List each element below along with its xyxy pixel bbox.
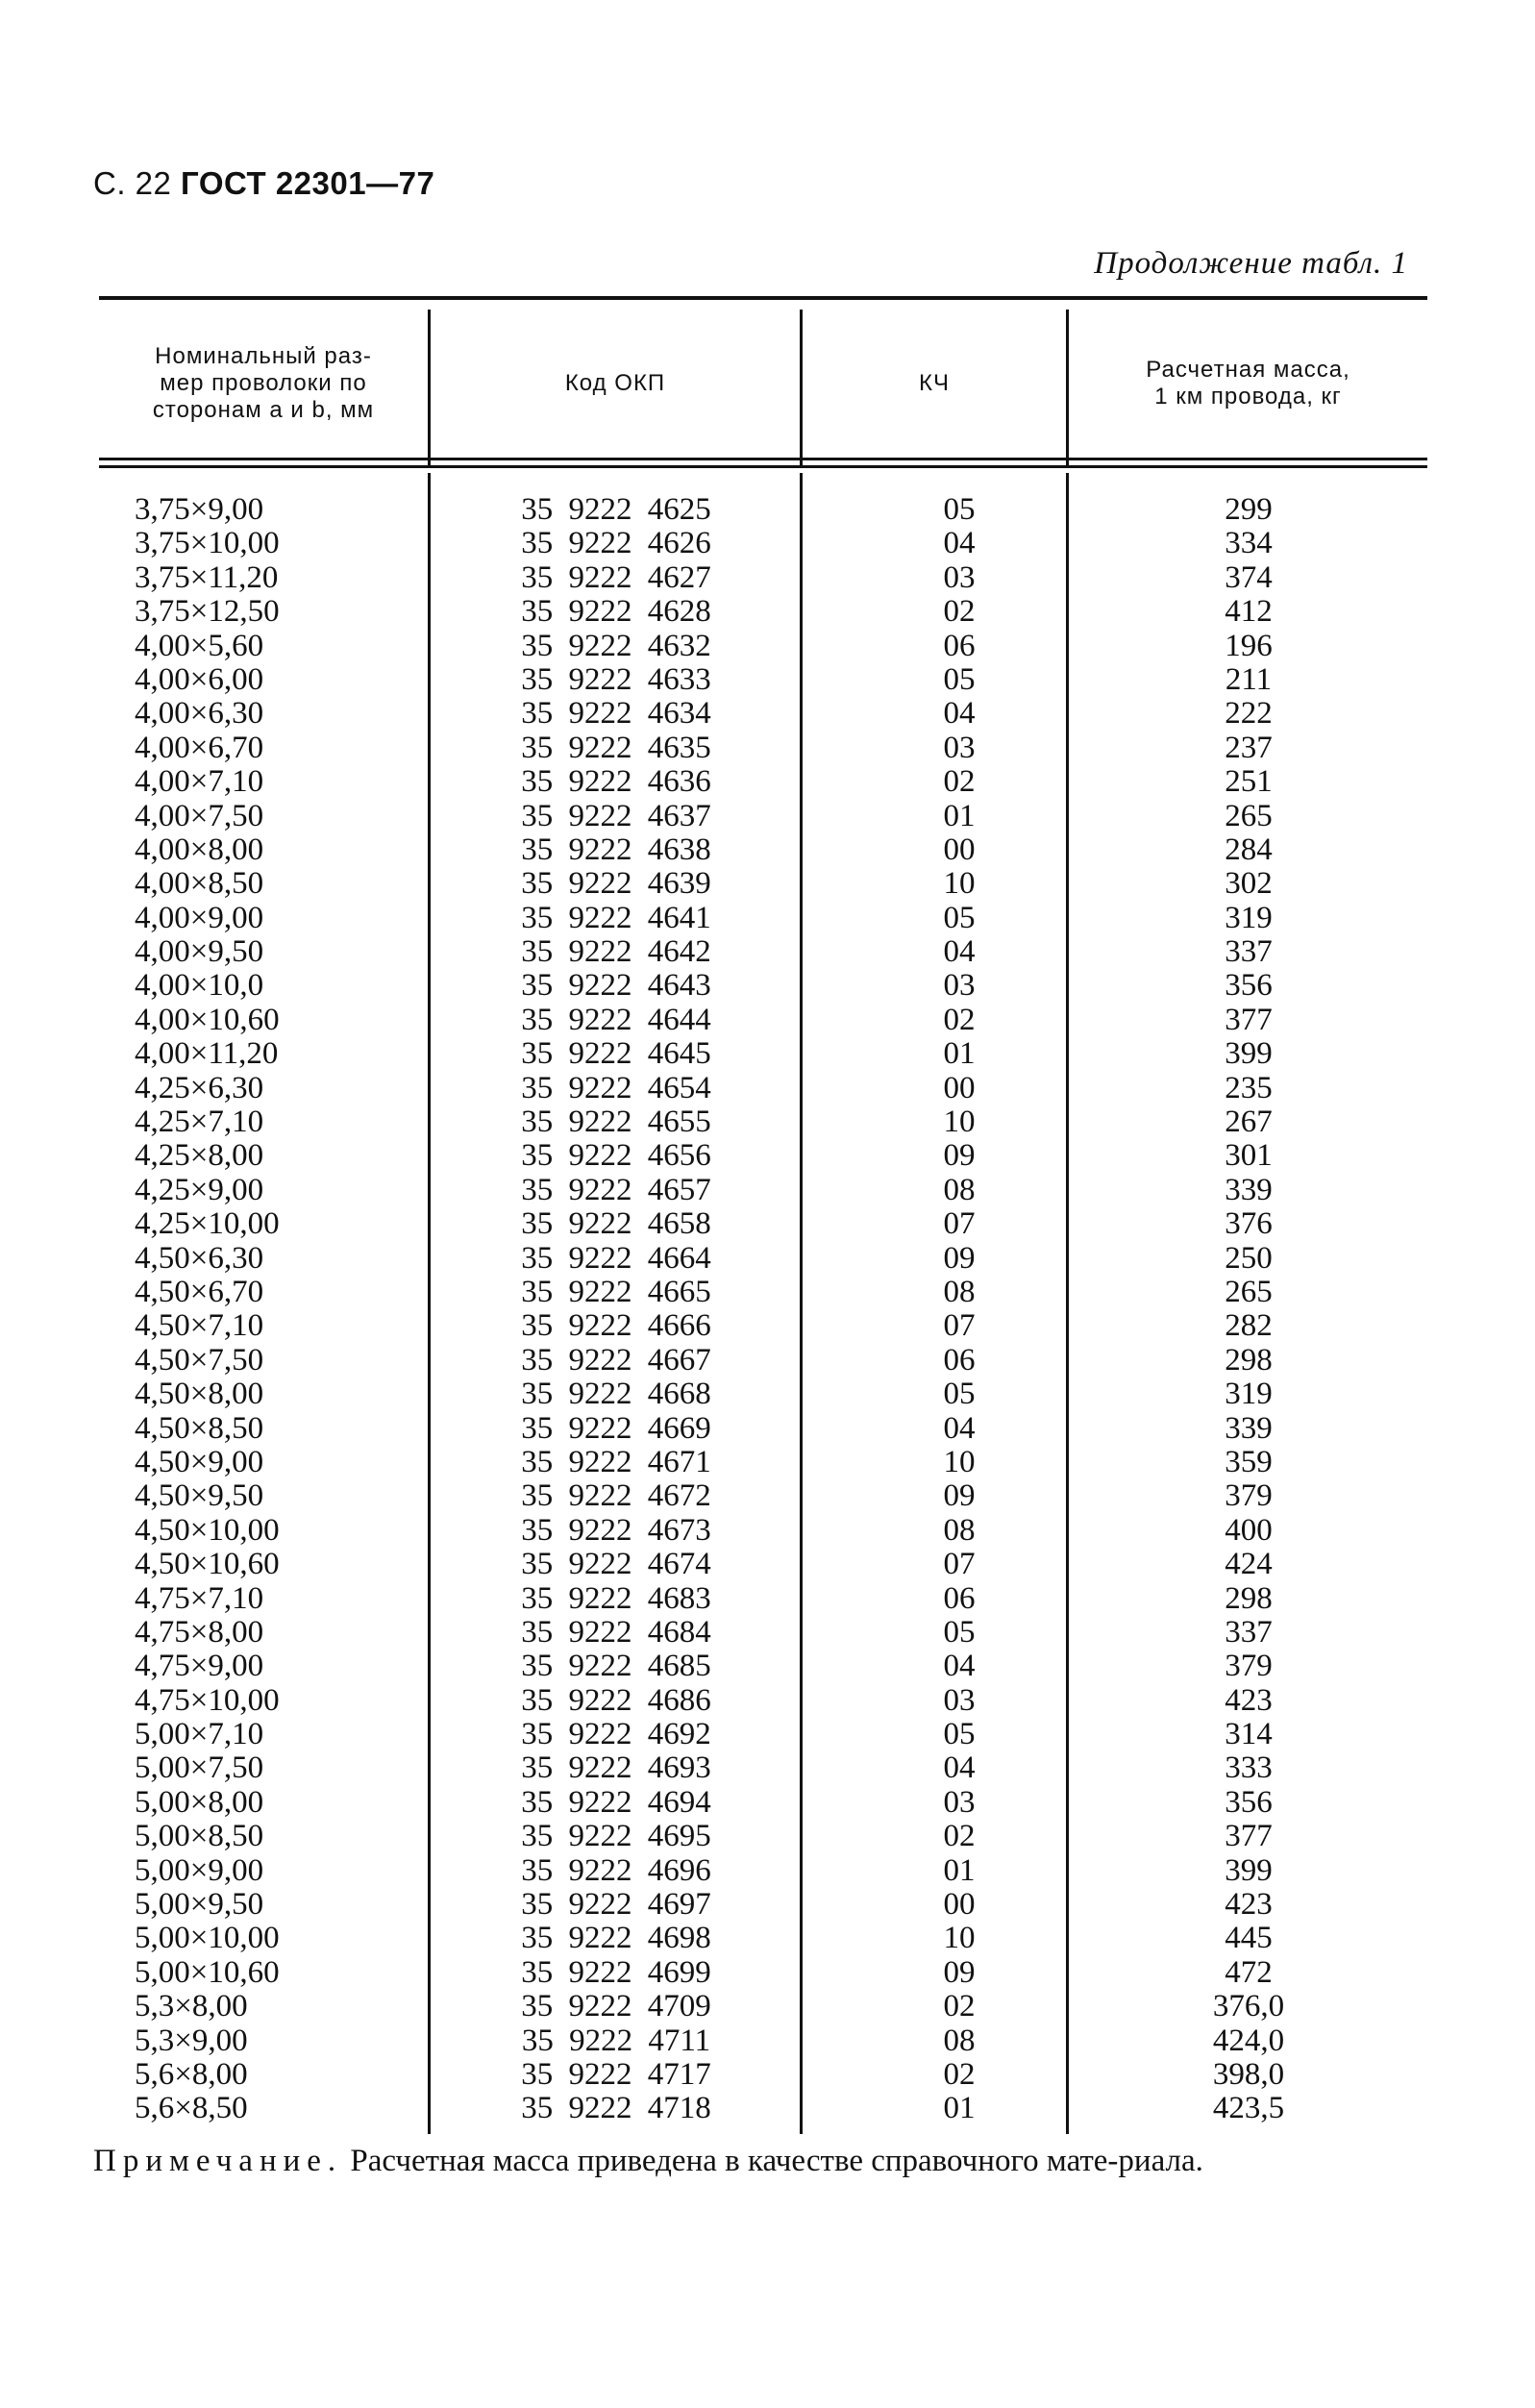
cell-kch: 06 bbox=[943, 1342, 976, 1378]
cell-size: 4,00×9,00 bbox=[135, 900, 264, 935]
table-row bbox=[99, 1037, 1427, 1071]
table-row bbox=[99, 1684, 1427, 1718]
cell-mass: 265 bbox=[1225, 798, 1273, 833]
table-row bbox=[99, 1479, 1427, 1513]
cell-size: 4,25×9,00 bbox=[135, 1172, 264, 1207]
cell-size: 5,00×7,50 bbox=[135, 1750, 264, 1786]
cell-size: 3,75×11,20 bbox=[135, 559, 279, 595]
cell-kch: 01 bbox=[943, 798, 976, 833]
cell-kch: 01 bbox=[943, 1036, 976, 1072]
table-row bbox=[99, 1446, 1427, 1479]
cell-okp-code: 35 9222 4695 bbox=[521, 1819, 711, 1854]
cell-mass: 314 bbox=[1225, 1717, 1273, 1752]
cell-okp-code: 35 9222 4699 bbox=[521, 1954, 711, 1990]
table-row bbox=[99, 1888, 1427, 1922]
cell-size: 4,25×8,00 bbox=[135, 1138, 264, 1174]
table-row bbox=[99, 1854, 1427, 1888]
page-header bbox=[93, 165, 434, 202]
cell-kch: 05 bbox=[943, 661, 976, 697]
cell-mass: 302 bbox=[1225, 866, 1273, 902]
cell-okp-code: 35 9222 4696 bbox=[521, 1852, 711, 1888]
page-number: С. 22 bbox=[93, 165, 172, 201]
cell-size: 4,00×8,00 bbox=[135, 832, 264, 867]
cell-mass: 267 bbox=[1225, 1105, 1273, 1140]
cell-size: 4,00×10,0 bbox=[135, 968, 264, 1004]
cell-kch: 08 bbox=[943, 2023, 976, 2058]
cell-okp-code: 35 9222 4686 bbox=[521, 1682, 711, 1718]
table-row bbox=[99, 1276, 1427, 1309]
cell-mass: 298 bbox=[1225, 1342, 1273, 1378]
table-row bbox=[99, 1378, 1427, 1411]
table-row bbox=[99, 1922, 1427, 1955]
cell-size: 4,00×10,60 bbox=[135, 1002, 280, 1037]
cell-kch: 00 bbox=[943, 832, 976, 867]
table-row bbox=[99, 1616, 1427, 1650]
table-row bbox=[99, 561, 1427, 595]
cell-okp-code: 35 9222 4666 bbox=[521, 1308, 711, 1344]
cell-mass: 374 bbox=[1225, 559, 1273, 595]
table-row bbox=[99, 697, 1427, 731]
note-text: Расчетная масса приведена в качестве справочного мате-риала. bbox=[342, 2144, 1203, 2178]
cell-kch: 07 bbox=[943, 1206, 976, 1242]
cell-mass: 250 bbox=[1225, 1240, 1273, 1276]
cell-kch: 04 bbox=[943, 1410, 976, 1446]
cell-size: 4,75×8,00 bbox=[135, 1614, 264, 1650]
cell-size: 3,75×12,50 bbox=[135, 594, 280, 630]
cell-size: 4,25×7,10 bbox=[135, 1105, 264, 1140]
table-row bbox=[99, 1514, 1427, 1548]
cell-okp-code: 35 9222 4684 bbox=[521, 1614, 711, 1650]
cell-mass: 376,0 bbox=[1212, 1989, 1285, 2024]
cell-okp-code: 35 9222 4683 bbox=[521, 1580, 711, 1616]
cell-kch: 03 bbox=[943, 1784, 976, 1820]
cell-kch: 02 bbox=[943, 1002, 976, 1037]
cell-mass: 356 bbox=[1225, 968, 1273, 1004]
cell-mass: 445 bbox=[1225, 1921, 1273, 1956]
cell-size: 4,50×9,50 bbox=[135, 1478, 264, 1514]
cell-mass: 235 bbox=[1225, 1070, 1273, 1105]
table-continuation-caption: Продолжение табл. 1 bbox=[1094, 246, 1408, 281]
cell-size: 4,00×7,10 bbox=[135, 764, 264, 800]
cell-mass: 319 bbox=[1225, 900, 1273, 935]
table-row bbox=[99, 1548, 1427, 1581]
cell-size: 4,00×5,60 bbox=[135, 628, 264, 663]
cell-size: 5,6×8,00 bbox=[135, 2056, 248, 2092]
cell-okp-code: 35 9222 4664 bbox=[521, 1240, 711, 1276]
cell-okp-code: 35 9222 4693 bbox=[521, 1750, 711, 1786]
cell-mass: 222 bbox=[1225, 696, 1273, 732]
table-row bbox=[99, 833, 1427, 867]
cell-mass: 379 bbox=[1225, 1478, 1273, 1514]
cell-okp-code: 35 9222 4626 bbox=[521, 526, 711, 561]
table-row bbox=[99, 1207, 1427, 1241]
cell-okp-code: 35 9222 4657 bbox=[521, 1172, 711, 1207]
cell-okp-code: 35 9222 4634 bbox=[521, 696, 711, 732]
cell-okp-code: 35 9222 4665 bbox=[521, 1274, 711, 1309]
cell-kch: 06 bbox=[943, 1580, 976, 1616]
cell-size: 4,75×10,00 bbox=[135, 1682, 280, 1718]
cell-okp-code: 35 9222 4627 bbox=[521, 559, 711, 595]
cell-okp-code: 35 9222 4656 bbox=[521, 1138, 711, 1174]
table-row bbox=[99, 1139, 1427, 1173]
cell-size: 4,50×9,00 bbox=[135, 1444, 264, 1479]
cell-size: 4,00×9,50 bbox=[135, 934, 264, 970]
cell-mass: 251 bbox=[1225, 764, 1273, 800]
cell-kch: 03 bbox=[943, 730, 976, 765]
table-row bbox=[99, 2024, 1427, 2058]
cell-kch: 08 bbox=[943, 1512, 976, 1548]
cell-size: 4,00×8,50 bbox=[135, 866, 264, 902]
cell-size: 4,50×8,50 bbox=[135, 1410, 264, 1446]
cell-okp-code: 35 9222 4636 bbox=[521, 764, 711, 800]
table-row bbox=[99, 1956, 1427, 1990]
cell-okp-code: 35 9222 4638 bbox=[521, 832, 711, 867]
cell-okp-code: 35 9222 4625 bbox=[521, 492, 711, 527]
cell-size: 4,75×7,10 bbox=[135, 1580, 264, 1616]
cell-mass: 339 bbox=[1225, 1172, 1273, 1207]
cell-mass: 319 bbox=[1225, 1377, 1273, 1412]
table-row bbox=[99, 969, 1427, 1003]
cell-mass: 356 bbox=[1225, 1784, 1273, 1820]
note-label: Примечание. bbox=[93, 2144, 343, 2178]
cell-kch: 02 bbox=[943, 764, 976, 800]
cell-okp-code: 35 9222 4669 bbox=[521, 1410, 711, 1446]
cell-kch: 07 bbox=[943, 1547, 976, 1582]
cell-okp-code: 35 9222 4674 bbox=[521, 1547, 711, 1582]
table-body bbox=[99, 493, 1427, 2126]
cell-kch: 02 bbox=[943, 2056, 976, 2092]
cell-size: 4,25×6,30 bbox=[135, 1070, 264, 1105]
cell-size: 4,50×6,70 bbox=[135, 1274, 264, 1309]
cell-size: 4,50×10,60 bbox=[135, 1547, 280, 1582]
cell-okp-code: 35 9222 4718 bbox=[521, 2091, 711, 2126]
cell-kch: 05 bbox=[943, 1614, 976, 1650]
column-header-size: Номинальный раз- мер проволоки по сторонам a и b, мм bbox=[152, 343, 375, 423]
table-row bbox=[99, 1751, 1427, 1785]
cell-mass: 424 bbox=[1225, 1547, 1273, 1582]
cell-kch: 05 bbox=[943, 1717, 976, 1752]
cell-kch: 00 bbox=[943, 1070, 976, 1105]
cell-size: 4,50×6,30 bbox=[135, 1240, 264, 1276]
cell-okp-code: 35 9222 4694 bbox=[521, 1784, 711, 1820]
cell-kch: 02 bbox=[943, 1819, 976, 1854]
cell-mass: 423 bbox=[1225, 1887, 1273, 1923]
cell-okp-code: 35 9222 4655 bbox=[521, 1105, 711, 1140]
cell-kch: 04 bbox=[943, 696, 976, 732]
cell-kch: 05 bbox=[943, 492, 976, 527]
table-row bbox=[99, 1990, 1427, 2023]
table-row bbox=[99, 1004, 1427, 1037]
cell-kch: 09 bbox=[943, 1954, 976, 1990]
cell-kch: 09 bbox=[943, 1240, 976, 1276]
cell-kch: 10 bbox=[943, 1444, 976, 1479]
cell-kch: 02 bbox=[943, 594, 976, 630]
table-row bbox=[99, 595, 1427, 629]
table-row bbox=[99, 1718, 1427, 1751]
cell-okp-code: 35 9222 4642 bbox=[521, 934, 711, 970]
cell-size: 5,00×8,50 bbox=[135, 1819, 264, 1854]
cell-size: 4,50×7,50 bbox=[135, 1342, 264, 1378]
cell-okp-code: 35 9222 4644 bbox=[521, 1002, 711, 1037]
column-header-kch: КЧ bbox=[919, 370, 950, 396]
cell-kch: 02 bbox=[943, 1989, 976, 2024]
cell-kch: 00 bbox=[943, 1887, 976, 1923]
cell-mass: 334 bbox=[1225, 526, 1273, 561]
cell-kch: 10 bbox=[943, 866, 976, 902]
table-header-rule bbox=[99, 458, 1427, 468]
table-row bbox=[99, 1309, 1427, 1343]
cell-okp-code: 35 9222 4635 bbox=[521, 730, 711, 765]
cell-size: 5,00×8,00 bbox=[135, 1784, 264, 1820]
cell-okp-code: 35 9222 4698 bbox=[521, 1921, 711, 1956]
table-row bbox=[99, 1412, 1427, 1446]
table-row bbox=[99, 1786, 1427, 1820]
cell-mass: 359 bbox=[1225, 1444, 1273, 1479]
cell-mass: 282 bbox=[1225, 1308, 1273, 1344]
cell-mass: 284 bbox=[1225, 832, 1273, 867]
cell-size: 5,00×10,00 bbox=[135, 1921, 280, 1956]
cell-mass: 423 bbox=[1225, 1682, 1273, 1718]
cell-kch: 10 bbox=[943, 1921, 976, 1956]
cell-okp-code: 35 9222 4697 bbox=[521, 1887, 711, 1923]
cell-kch: 09 bbox=[943, 1478, 976, 1514]
cell-kch: 10 bbox=[943, 1105, 976, 1140]
cell-size: 5,3×8,00 bbox=[135, 1989, 248, 2024]
cell-mass: 337 bbox=[1225, 934, 1273, 970]
column-header-mass: Расчетная масса, 1 км провода, кг bbox=[1146, 357, 1350, 410]
table-row bbox=[99, 527, 1427, 560]
cell-kch: 09 bbox=[943, 1138, 976, 1174]
table-row bbox=[99, 1820, 1427, 1853]
cell-mass: 265 bbox=[1225, 1274, 1273, 1309]
table-row bbox=[99, 2092, 1427, 2125]
cell-size: 3,75×9,00 bbox=[135, 492, 264, 527]
cell-okp-code: 35 9222 4658 bbox=[521, 1206, 711, 1242]
standard-number: ГОСТ 22301—77 bbox=[181, 165, 435, 201]
cell-kch: 04 bbox=[943, 1750, 976, 1786]
table-row bbox=[99, 493, 1427, 527]
cell-mass: 379 bbox=[1225, 1649, 1273, 1684]
cell-size: 4,00×6,70 bbox=[135, 730, 264, 765]
cell-okp-code: 35 9222 4672 bbox=[521, 1478, 711, 1514]
cell-kch: 08 bbox=[943, 1172, 976, 1207]
cell-mass: 376 bbox=[1225, 1206, 1273, 1242]
cell-okp-code: 35 9222 4673 bbox=[521, 1512, 711, 1548]
cell-okp-code: 35 9222 4685 bbox=[521, 1649, 711, 1684]
table-row bbox=[99, 630, 1427, 663]
cell-okp-code: 35 9222 4654 bbox=[521, 1070, 711, 1105]
table-note bbox=[93, 2142, 1439, 2180]
cell-size: 5,00×7,10 bbox=[135, 1717, 264, 1752]
cell-mass: 399 bbox=[1225, 1036, 1273, 1072]
cell-mass: 412 bbox=[1225, 594, 1273, 630]
column-header-okp-code: Код ОКП bbox=[564, 370, 666, 396]
table-row bbox=[99, 732, 1427, 765]
cell-kch: 08 bbox=[943, 1274, 976, 1309]
cell-mass: 333 bbox=[1225, 1750, 1273, 1786]
cell-kch: 03 bbox=[943, 1682, 976, 1718]
table-row bbox=[99, 2058, 1427, 2092]
cell-size: 4,00×6,30 bbox=[135, 696, 264, 732]
cell-size: 5,3×9,00 bbox=[135, 2023, 248, 2058]
cell-okp-code: 35 9222 4628 bbox=[521, 594, 711, 630]
cell-mass: 377 bbox=[1225, 1819, 1273, 1854]
cell-size: 5,00×9,50 bbox=[135, 1887, 264, 1923]
cell-kch: 01 bbox=[943, 1852, 976, 1888]
cell-size: 5,00×10,60 bbox=[135, 1954, 280, 1990]
table-row bbox=[99, 1072, 1427, 1105]
cell-okp-code: 35 9222 4709 bbox=[521, 1989, 711, 2024]
cell-mass: 424,0 bbox=[1212, 2023, 1285, 2058]
cell-okp-code: 35 9222 4671 bbox=[521, 1444, 711, 1479]
cell-kch: 01 bbox=[943, 2091, 976, 2126]
data-table bbox=[99, 296, 1427, 2134]
cell-okp-code: 35 9222 4637 bbox=[521, 798, 711, 833]
cell-okp-code: 35 9222 4717 bbox=[521, 2056, 711, 2092]
cell-mass: 399 bbox=[1225, 1852, 1273, 1888]
cell-okp-code: 35 9222 4643 bbox=[521, 968, 711, 1004]
cell-mass: 400 bbox=[1225, 1512, 1273, 1548]
table-row bbox=[99, 1174, 1427, 1207]
cell-size: 4,00×11,20 bbox=[135, 1036, 279, 1072]
cell-size: 4,25×10,00 bbox=[135, 1206, 280, 1242]
cell-kch: 04 bbox=[943, 1649, 976, 1684]
table-row bbox=[99, 765, 1427, 799]
cell-mass: 377 bbox=[1225, 1002, 1273, 1037]
cell-size: 3,75×10,00 bbox=[135, 526, 280, 561]
cell-mass: 339 bbox=[1225, 1410, 1273, 1446]
table-row bbox=[99, 1242, 1427, 1276]
cell-mass: 196 bbox=[1225, 628, 1273, 663]
cell-mass: 299 bbox=[1225, 492, 1273, 527]
cell-okp-code: 35 9222 4692 bbox=[521, 1717, 711, 1752]
cell-kch: 03 bbox=[943, 559, 976, 595]
cell-okp-code: 35 9222 4667 bbox=[521, 1342, 711, 1378]
cell-mass: 237 bbox=[1225, 730, 1273, 765]
table-row bbox=[99, 1344, 1427, 1378]
cell-mass: 472 bbox=[1225, 1954, 1273, 1990]
table-row bbox=[99, 663, 1427, 697]
table-top-rule bbox=[99, 296, 1427, 300]
cell-okp-code: 35 9222 4633 bbox=[521, 661, 711, 697]
cell-size: 4,50×8,00 bbox=[135, 1377, 264, 1412]
cell-size: 4,50×7,10 bbox=[135, 1308, 264, 1344]
cell-okp-code: 35 9222 4639 bbox=[521, 866, 711, 902]
cell-kch: 03 bbox=[943, 968, 976, 1004]
table-row bbox=[99, 1105, 1427, 1139]
cell-mass: 211 bbox=[1225, 661, 1273, 697]
cell-okp-code: 35 9222 4632 bbox=[521, 628, 711, 663]
cell-size: 4,00×6,00 bbox=[135, 661, 264, 697]
table-row bbox=[99, 902, 1427, 935]
table-row bbox=[99, 1650, 1427, 1683]
cell-size: 4,00×7,50 bbox=[135, 798, 264, 833]
cell-mass: 337 bbox=[1225, 1614, 1273, 1650]
cell-mass: 423,5 bbox=[1212, 2091, 1285, 2126]
cell-okp-code: 35 9222 4645 bbox=[521, 1036, 711, 1072]
cell-kch: 04 bbox=[943, 934, 976, 970]
cell-size: 5,6×8,50 bbox=[135, 2091, 248, 2126]
table-row bbox=[99, 1582, 1427, 1616]
cell-mass: 301 bbox=[1225, 1138, 1273, 1174]
cell-kch: 05 bbox=[943, 1377, 976, 1412]
table-row bbox=[99, 867, 1427, 901]
cell-size: 4,50×10,00 bbox=[135, 1512, 280, 1548]
cell-kch: 04 bbox=[943, 526, 976, 561]
cell-size: 5,00×9,00 bbox=[135, 1852, 264, 1888]
cell-okp-code: 35 9222 4711 bbox=[521, 2023, 711, 2058]
cell-mass: 298 bbox=[1225, 1580, 1273, 1616]
cell-size: 4,75×9,00 bbox=[135, 1649, 264, 1684]
cell-okp-code: 35 9222 4641 bbox=[521, 900, 711, 935]
cell-kch: 07 bbox=[943, 1308, 976, 1344]
cell-mass: 398,0 bbox=[1212, 2056, 1285, 2092]
table-row bbox=[99, 800, 1427, 833]
cell-kch: 06 bbox=[943, 628, 976, 663]
cell-kch: 05 bbox=[943, 900, 976, 935]
table-row bbox=[99, 935, 1427, 969]
cell-okp-code: 35 9222 4668 bbox=[521, 1377, 711, 1412]
